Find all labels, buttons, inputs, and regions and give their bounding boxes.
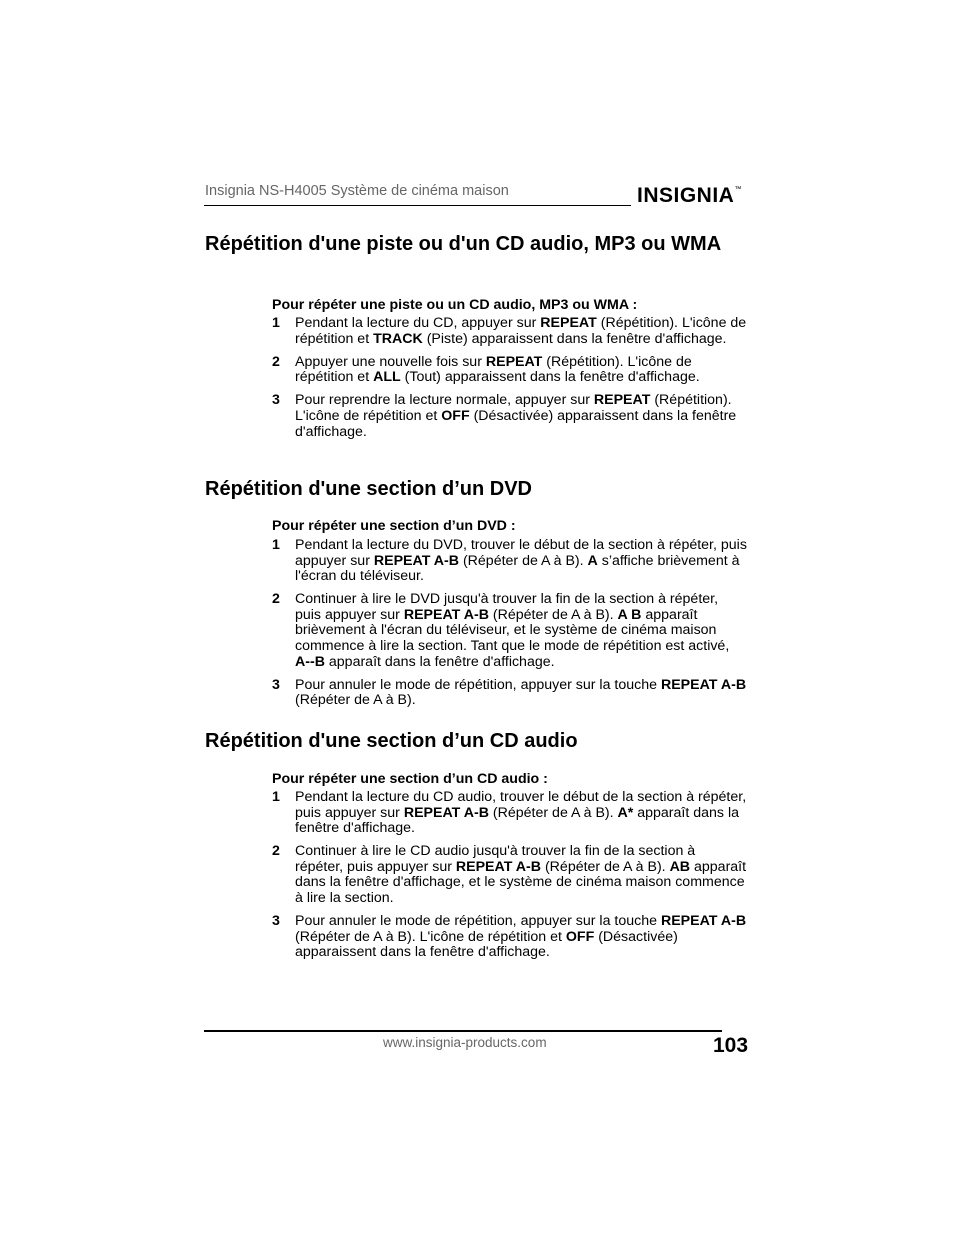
trademark-symbol: ™	[734, 186, 742, 193]
procedure-title-dvd-ab: Pour répéter une section d’un DVD :	[272, 518, 516, 534]
step-text-run: (Répétition). L'icône de répétition et	[295, 353, 692, 386]
step-text-run: (Piste) apparaissent dans la fenêtre d'affichage.	[422, 330, 727, 347]
step-keyword: REPEAT A-B	[403, 804, 489, 821]
step-item	[272, 790, 747, 837]
step-number: 2	[272, 843, 280, 860]
step-text-run: (Répéter de A à B).	[488, 606, 618, 623]
step-text-run: Pendant la lecture du CD audio, trouver le début de la section à répéter, puis appuyer sur	[295, 789, 747, 821]
step-text-run: Pour annuler le mode de répétition, appuyer sur la touche	[295, 913, 661, 930]
step-item	[272, 316, 747, 347]
step-number: 3	[272, 913, 280, 930]
step-text-run: Pour annuler le mode de répétition, appuyer sur la touche	[295, 676, 661, 693]
step-text-run: (Tout) apparaissent dans la fenêtre d'affichage.	[400, 369, 700, 386]
step-keyword: REPEAT A-B	[660, 913, 747, 930]
step-item	[272, 538, 747, 585]
step-text	[295, 789, 746, 836]
step-text-run: (Répéter de A à B).	[459, 552, 588, 569]
logo-text: INSIGNIA	[637, 184, 735, 207]
step-item	[272, 393, 747, 440]
procedure-title-track-repeat: Pour répéter une piste ou un CD audio, MP3 ou WMA :	[272, 297, 638, 313]
step-text-run: s’affiche brièvement à l'écran du téléviseur.	[295, 552, 740, 585]
step-keyword: AB	[669, 858, 691, 875]
steps-list-cd-ab	[272, 790, 747, 968]
steps-list-dvd-ab	[272, 538, 747, 716]
step-text-run: apparaît dans la fenêtre d'affichage.	[295, 804, 739, 837]
step-item	[272, 592, 747, 670]
step-keyword: ALL	[373, 369, 401, 386]
step-text-run: Appuyer une nouvelle fois sur	[295, 353, 486, 370]
step-keyword: REPEAT A-B	[403, 606, 489, 623]
step-number: 2	[272, 591, 280, 608]
step-text	[295, 843, 746, 906]
section-heading-dvd-ab: Répétition d'une section d’un DVD	[205, 478, 532, 500]
step-keyword: REPEAT	[485, 353, 543, 370]
step-text-run: (Désactivée) apparaissent dans la fenêtre d'affichage.	[295, 407, 737, 440]
header-rule	[204, 205, 631, 206]
steps-list-track-repeat	[272, 316, 747, 448]
step-text-run: Continuer à lire le CD audio jusqu'à trouver la fin de la section à répéter, puis appuyer sur	[295, 843, 696, 875]
step-item	[272, 844, 747, 906]
footer-rule	[204, 1030, 722, 1032]
step-text	[295, 392, 736, 439]
step-text-run: apparaît dans la fenêtre d'affichage.	[324, 653, 555, 670]
step-text-run: (Répéter de A à B).	[295, 692, 416, 709]
step-number: 1	[272, 315, 280, 331]
step-keyword: OFF	[441, 407, 470, 424]
step-keyword: OFF	[565, 928, 595, 945]
step-text-run: (Répéter de A à B).	[488, 804, 618, 821]
step-text	[295, 354, 700, 386]
step-keyword: A--B	[295, 653, 325, 670]
page-header-title: Insignia NS-H4005 Système de cinéma maison	[205, 183, 509, 199]
step-text	[295, 913, 746, 960]
step-keyword: REPEAT A-B	[660, 676, 747, 693]
step-number: 3	[272, 676, 280, 693]
step-text-run: Pour reprendre la lecture normale, appuyer sur	[295, 392, 594, 409]
section-heading-track-repeat: Répétition d'une piste ou d'un CD audio, MP3 ou WMA	[205, 233, 722, 255]
step-text-run: (Répéter de A à B).	[541, 858, 670, 875]
step-text	[295, 677, 746, 709]
step-keyword: TRACK	[373, 330, 423, 347]
procedure-title-cd-ab: Pour répéter une section d’un CD audio :	[272, 771, 548, 787]
step-item	[272, 914, 747, 961]
step-keyword: A*	[617, 804, 634, 821]
step-text-run: apparaît dans la fenêtre d'affichage, et le système de cinéma maison commence à lire la section.	[295, 858, 747, 907]
page-number: 103	[713, 1034, 749, 1057]
step-keyword: REPEAT	[593, 392, 651, 409]
step-text	[295, 591, 729, 669]
section-heading-cd-ab: Répétition d'une section d’un CD audio	[205, 730, 578, 752]
step-keyword: A B	[617, 606, 642, 623]
insignia-logo	[637, 184, 742, 208]
step-text-run: apparaît brièvement à l'écran du téléviseur, et le système de cinéma maison commence à lire la section. Tant que le mode de répétition est activé,	[295, 606, 730, 655]
step-number: 3	[272, 392, 280, 409]
step-text-run: (Répétition). L'icône de répétition et	[295, 392, 732, 424]
step-text-run: Pendant la lecture du CD, appuyer sur	[295, 315, 541, 331]
step-number: 1	[272, 789, 280, 805]
step-item	[272, 355, 747, 386]
step-keyword: REPEAT A-B	[373, 552, 459, 569]
step-number: 2	[272, 353, 280, 370]
footer-url: www.insignia-products.com	[383, 1035, 547, 1050]
step-keyword: REPEAT A-B	[455, 858, 542, 875]
step-text-run: (Désactivée) apparaissent dans la fenêtre d'affichage.	[295, 928, 678, 961]
step-text-run: (Répéter de A à B). L'icône de répétition et	[295, 928, 566, 945]
step-text	[295, 315, 746, 347]
step-text-run: (Répétition). L'icône de répétition et	[295, 315, 747, 347]
step-keyword: REPEAT	[540, 315, 597, 331]
step-keyword: A	[587, 552, 598, 569]
step-number: 1	[272, 537, 280, 553]
step-text	[295, 537, 747, 584]
step-text-run: Continuer à lire le DVD jusqu'à trouver la fin de la section à répéter, puis appuyer sur	[295, 591, 719, 623]
step-text-run: Pendant la lecture du DVD, trouver le début de la section à répéter, puis appuyer sur	[295, 537, 747, 569]
step-item	[272, 678, 747, 709]
